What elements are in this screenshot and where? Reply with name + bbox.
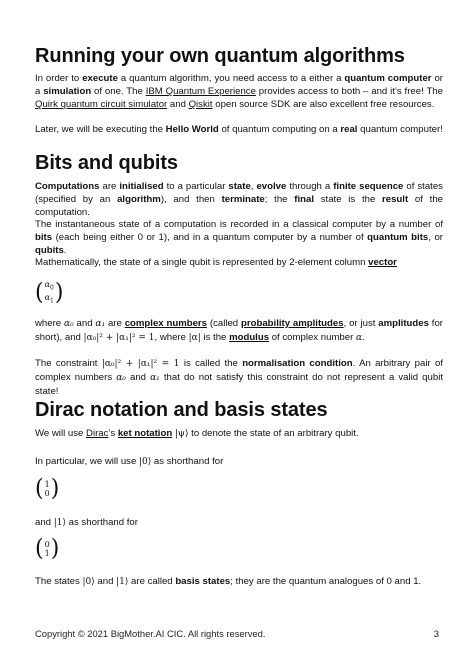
text: We will use [35, 428, 87, 439]
bold-term: terminate [221, 194, 265, 205]
text: open source SDK are also excellent free resources. [212, 99, 435, 110]
paragraph-instantaneous-state [35, 218, 443, 257]
text: provides access to both – and it’s free! The [255, 86, 443, 97]
math-alpha0: α₀ [116, 373, 126, 383]
bold-term: initialised [119, 181, 164, 192]
math-alpha: α [355, 333, 363, 343]
text: for short), and [35, 318, 443, 343]
qiskit-link[interactable]: Qiskit [188, 99, 213, 110]
ket-zero-vector [35, 475, 60, 502]
paragraph-ket-notation [35, 427, 443, 441]
text: . [63, 245, 67, 256]
left-paren: ( [35, 535, 44, 562]
math-ket-psi: |ψ⟩ [174, 429, 189, 439]
vector-top: $\alpha_0$ [44, 280, 54, 292]
bold-term: quantum bits [367, 232, 429, 243]
bold-term: state [228, 181, 251, 192]
probability-amplitudes-link[interactable]: probability amplitudes [241, 318, 344, 329]
text: , or [428, 232, 443, 243]
text: are [99, 181, 120, 192]
math-ket-one: |1⟩ [116, 577, 129, 587]
bold-term: normalisation condition [242, 358, 353, 369]
vector-link[interactable]: vector [368, 257, 397, 268]
paragraph-access [35, 72, 443, 111]
math-alpha1: α₁ [150, 373, 160, 383]
text: of quantum computing on a [218, 124, 341, 135]
vector-column [44, 540, 51, 558]
right-paren: ) [50, 475, 60, 502]
text: where [35, 318, 64, 329]
vector-column [44, 480, 51, 498]
text: a quantum algorithm, you need access to a either a [117, 73, 345, 84]
section-heading-dirac-notation: Dirac notation and basis states [35, 399, 328, 421]
bold-term: quantum computer [344, 73, 432, 84]
right-paren: ) [50, 535, 60, 562]
copyright-text: Copyright © 2021 BigMother.AI CIC. All rights reserved. [35, 628, 266, 639]
bold-term: qubits [35, 245, 64, 256]
math-ket-zero: |0⟩ [82, 577, 95, 587]
text: (each being either 0 or 1), and in a quantum computer by a number of [52, 232, 368, 243]
text: to denote the state of an arbitrary qubit. [188, 428, 359, 439]
bold-term: Computations [35, 181, 100, 192]
math-ket-zero: |0⟩ [138, 457, 152, 467]
text: quantum computer! [357, 124, 443, 135]
text: ; they are the quantum analogues of 0 and 1. [230, 576, 422, 587]
bold-term: execute [82, 73, 118, 84]
text: and [167, 99, 189, 110]
bold-term: simulation [43, 86, 92, 97]
text: or a [35, 73, 443, 97]
ket-one-vector [35, 535, 60, 562]
paragraph-normalisation [35, 357, 443, 398]
text: , or just [343, 318, 379, 329]
text: The instantaneous state of a computation is recorded in a classical computer by a number of [35, 219, 443, 230]
math-normalisation: |α₀|² + |α₁|² = 1 [101, 359, 180, 369]
bold-term: evolve [256, 181, 287, 192]
text: and [125, 372, 151, 383]
text: . An arbitrary pair of complex numbers [35, 358, 444, 383]
text: of one. The [91, 86, 146, 97]
page-footer [35, 628, 439, 639]
paragraph-single-qubit [35, 256, 443, 269]
page-number: 3 [433, 628, 439, 639]
text: are called [128, 576, 176, 587]
paragraph-computations [35, 180, 443, 219]
vector-top: 1 [44, 480, 50, 489]
left-paren: ( [35, 278, 44, 306]
qubit-column-vector [35, 280, 63, 305]
math-modulus: |α| [188, 333, 201, 343]
section-heading-bits-qubits: Bits and qubits [35, 152, 178, 174]
text: ’s [108, 428, 118, 439]
complex-numbers-link[interactable]: complex numbers [124, 318, 208, 329]
text: ; the [264, 194, 295, 205]
math-ket-one: |1⟩ [53, 518, 66, 528]
text: , where [154, 332, 189, 343]
text: and [35, 517, 54, 528]
text: of complex number [269, 332, 356, 343]
bold-term: bits [35, 232, 53, 243]
bold-term: Hello World [165, 124, 219, 135]
paragraph-ket-one [35, 516, 443, 530]
vector-bottom: 1 [44, 549, 50, 558]
math-alpha1: α₁ [95, 319, 106, 329]
text: Later, we will be executing the [35, 124, 166, 135]
text: ), and then [160, 194, 222, 205]
ibm-quantum-experience-link[interactable]: IBM Quantum Experience [145, 86, 256, 97]
bold-term: result [382, 194, 409, 205]
text: In particular, we will use [35, 456, 139, 467]
bold-term: amplitudes [378, 318, 429, 329]
text: is called the [179, 358, 243, 369]
vector-column [44, 280, 55, 305]
paragraph-hello-world [35, 123, 443, 136]
text: of the computation. [35, 194, 443, 218]
bold-term: final [294, 194, 314, 205]
paragraph-ket-zero [35, 455, 443, 469]
text: as shorthand for [151, 456, 224, 467]
ket-notation-link[interactable]: ket notation [117, 428, 173, 439]
bold-term: basis states [175, 576, 231, 587]
text: of states (specified by an [35, 181, 443, 205]
quirk-simulator-link[interactable]: Quirk quantum circuit simulator [35, 99, 168, 110]
text: as shorthand for [65, 517, 138, 528]
text: In order to [35, 73, 83, 84]
text: The states [35, 576, 83, 587]
math-normalisation: |α₀|² + |α₁|² = 1 [83, 333, 155, 343]
paragraph-basis-states [35, 575, 443, 589]
text: are [105, 318, 125, 329]
bold-term: finite sequence [333, 181, 404, 192]
text: that do not satisfy this constraint do not represent a valid qubit state! [35, 372, 443, 397]
vector-bottom: $\alpha_1$ [44, 292, 54, 305]
text: state is the [314, 194, 383, 205]
section-heading-running-algorithms: Running your own quantum algorithms [35, 45, 405, 67]
text: Mathematically, the state of a single qubit is represented by 2-element column [35, 257, 369, 268]
math-alpha0: α₀ [64, 319, 74, 329]
text: (called [207, 318, 242, 329]
paragraph-amplitudes [35, 317, 443, 345]
bold-term: real [340, 124, 358, 135]
text: and [73, 318, 96, 329]
text: through a [286, 181, 334, 192]
dirac-link[interactable]: Dirac [86, 428, 109, 439]
text: . [362, 332, 365, 343]
text: to a particular [163, 181, 229, 192]
text: , [250, 181, 257, 192]
right-paren: ) [54, 278, 64, 306]
left-paren: ( [35, 475, 44, 502]
text: is the [200, 332, 230, 343]
text: and [94, 576, 117, 587]
modulus-link[interactable]: modulus [229, 332, 270, 343]
vector-bottom: 0 [44, 489, 50, 498]
text: The constraint [35, 358, 102, 369]
vector-top: 0 [44, 540, 50, 549]
bold-term: algorithm [117, 194, 161, 205]
